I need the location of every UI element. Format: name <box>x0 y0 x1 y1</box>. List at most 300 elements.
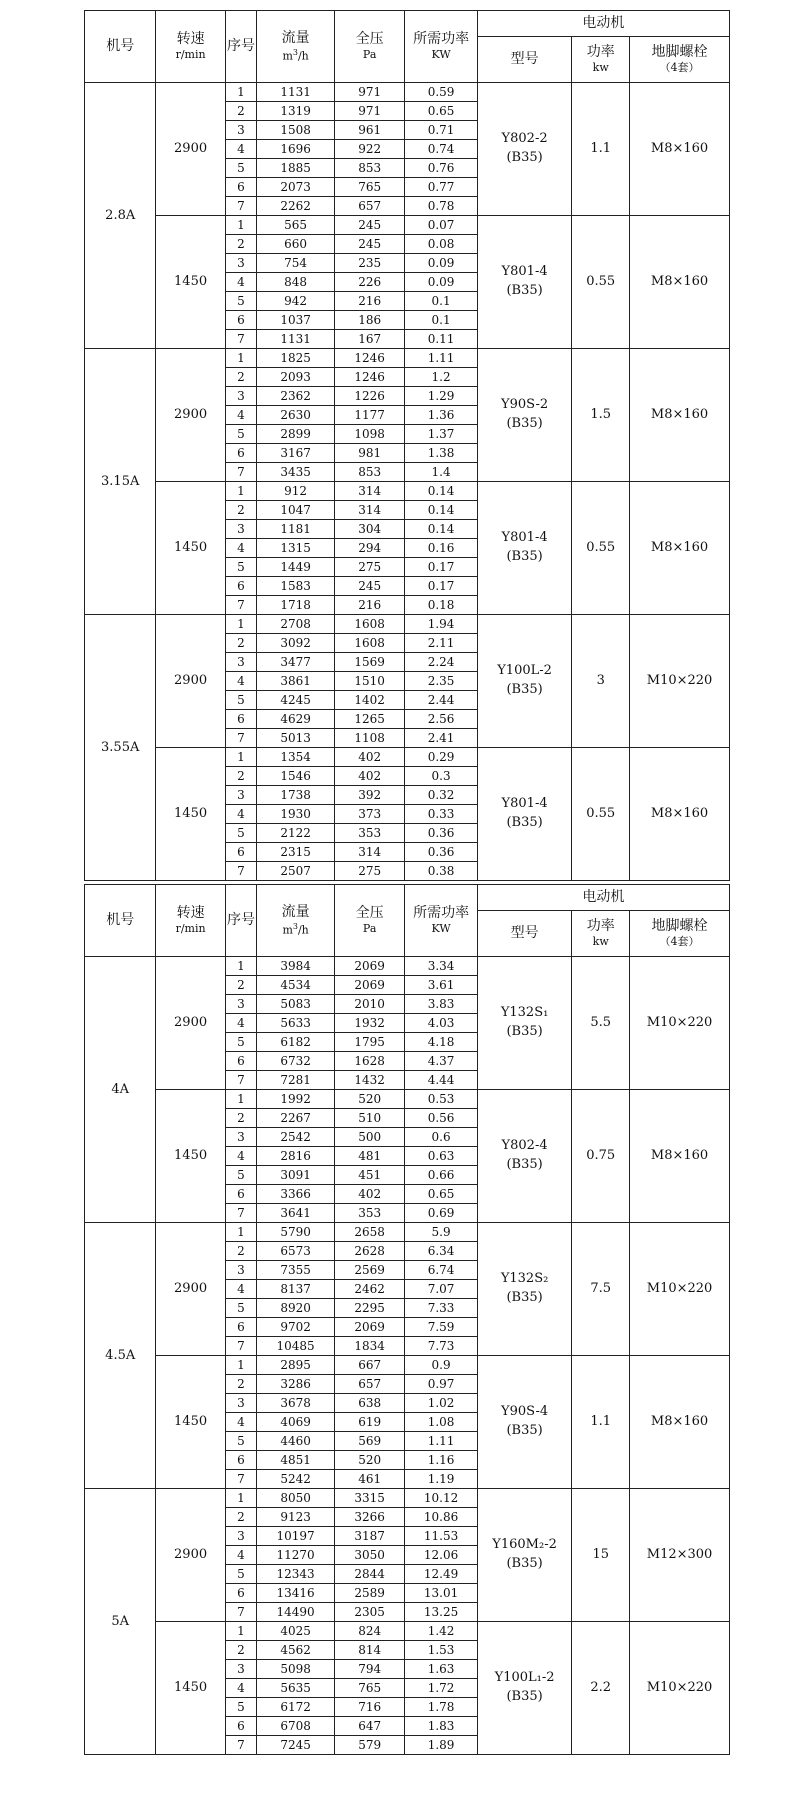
seq-cell: 5 <box>225 159 257 178</box>
pressure-cell: 314 <box>334 843 404 862</box>
power-required-cell: 0.32 <box>405 786 477 805</box>
power-required-cell: 1.42 <box>405 1622 477 1641</box>
pressure-cell: 392 <box>334 786 404 805</box>
power-required-cell: 0.63 <box>405 1147 477 1166</box>
flow-cell: 7355 <box>257 1261 335 1280</box>
table-body <box>85 957 730 1755</box>
flow-cell: 2267 <box>257 1109 335 1128</box>
motor-model-cell <box>477 1489 572 1622</box>
speed-value: 1450 <box>156 1622 225 1755</box>
flow-cell: 10197 <box>257 1527 335 1546</box>
pressure-cell: 402 <box>334 1185 404 1204</box>
flow-cell: 1738 <box>257 786 335 805</box>
seq-cell: 5 <box>225 292 257 311</box>
flow-cell: 3092 <box>257 634 335 653</box>
power-required-cell: 1.38 <box>405 444 477 463</box>
seq-cell: 2 <box>225 767 257 786</box>
table-row <box>85 1489 730 1508</box>
flow-cell: 1037 <box>257 311 335 330</box>
power-required-cell: 3.61 <box>405 976 477 995</box>
motor-model: Y90S-4 <box>500 1404 549 1420</box>
machine-number: 4A <box>85 957 156 1223</box>
motor-power-cell: 0.75 <box>572 1090 630 1223</box>
table-header <box>85 885 730 957</box>
header-motor: 电动机 <box>477 885 729 911</box>
pressure-cell: 1510 <box>334 672 404 691</box>
speed-value: 1450 <box>156 748 225 881</box>
speed-value: 2900 <box>156 349 225 482</box>
flow-cell: 2816 <box>257 1147 335 1166</box>
power-required-cell: 0.3 <box>405 767 477 786</box>
machine-number: 4.5A <box>85 1223 156 1489</box>
seq-cell: 7 <box>225 1470 257 1489</box>
power-required-cell: 4.37 <box>405 1052 477 1071</box>
seq-cell: 6 <box>225 444 257 463</box>
power-required-cell: 10.86 <box>405 1508 477 1527</box>
speed-value: 2900 <box>156 957 225 1090</box>
pressure-cell: 216 <box>334 292 404 311</box>
power-required-cell: 0.14 <box>405 482 477 501</box>
power-required-cell: 3.34 <box>405 957 477 976</box>
pressure-cell: 314 <box>334 482 404 501</box>
flow-cell: 3286 <box>257 1375 335 1394</box>
flow-cell: 1315 <box>257 539 335 558</box>
power-required-cell: 0.11 <box>405 330 477 349</box>
motor-model: Y160M₂-2 <box>492 1537 557 1553</box>
pressure-cell: 481 <box>334 1147 404 1166</box>
pressure-cell: 1246 <box>334 349 404 368</box>
flow-cell: 3984 <box>257 957 335 976</box>
header-anchor-bolts: 地脚螺栓 （4套） <box>630 911 730 957</box>
flow-cell: 2073 <box>257 178 335 197</box>
power-required-cell: 0.16 <box>405 539 477 558</box>
seq-cell: 4 <box>225 1280 257 1299</box>
pressure-cell: 667 <box>334 1356 404 1375</box>
pressure-cell: 1628 <box>334 1052 404 1071</box>
flow-cell: 942 <box>257 292 335 311</box>
flow-cell: 4460 <box>257 1432 335 1451</box>
seq-cell: 4 <box>225 1546 257 1565</box>
motor-mount: (B35) <box>506 1024 543 1039</box>
pressure-cell: 1432 <box>334 1071 404 1090</box>
pressure-cell: 765 <box>334 178 404 197</box>
power-required-cell: 0.09 <box>405 273 477 292</box>
flow-cell: 1825 <box>257 349 335 368</box>
pressure-cell: 824 <box>334 1622 404 1641</box>
motor-power-cell: 1.1 <box>572 1356 630 1489</box>
pressure-cell: 235 <box>334 254 404 273</box>
pressure-cell: 3187 <box>334 1527 404 1546</box>
pressure-cell: 304 <box>334 520 404 539</box>
seq-cell: 3 <box>225 995 257 1014</box>
pressure-cell: 2569 <box>334 1261 404 1280</box>
pressure-cell: 1608 <box>334 615 404 634</box>
seq-cell: 2 <box>225 368 257 387</box>
seq-cell: 5 <box>225 558 257 577</box>
power-required-cell: 4.18 <box>405 1033 477 1052</box>
table-row <box>85 349 730 368</box>
header-pressure: 全压 Pa <box>334 11 404 83</box>
speed-value: 1450 <box>156 1356 225 1489</box>
flow-cell: 1319 <box>257 102 335 121</box>
power-required-cell: 1.94 <box>405 615 477 634</box>
pressure-cell: 2628 <box>334 1242 404 1261</box>
motor-mount: (B35) <box>506 1423 543 1438</box>
seq-cell: 4 <box>225 672 257 691</box>
pressure-cell: 275 <box>334 558 404 577</box>
anchor-bolts-cell: M10×220 <box>630 1223 730 1356</box>
seq-cell: 6 <box>225 178 257 197</box>
motor-model: Y801-4 <box>501 796 548 812</box>
pressure-cell: 2589 <box>334 1584 404 1603</box>
seq-cell: 7 <box>225 862 257 881</box>
seq-cell: 3 <box>225 1261 257 1280</box>
header-machine-no: 机号 <box>85 11 156 83</box>
flow-cell: 3678 <box>257 1394 335 1413</box>
pressure-cell: 353 <box>334 1204 404 1223</box>
table-row <box>85 1223 730 1242</box>
power-required-cell: 0.07 <box>405 216 477 235</box>
seq-cell: 3 <box>225 1128 257 1147</box>
pressure-cell: 1795 <box>334 1033 404 1052</box>
flow-cell: 3091 <box>257 1166 335 1185</box>
seq-cell: 4 <box>225 273 257 292</box>
motor-model: Y802-2 <box>501 131 548 147</box>
flow-cell: 2262 <box>257 197 335 216</box>
header-motor-power: 功率 kw <box>572 37 630 83</box>
seq-cell: 5 <box>225 1166 257 1185</box>
power-required-cell: 1.16 <box>405 1451 477 1470</box>
flow-cell: 1047 <box>257 501 335 520</box>
pressure-cell: 1608 <box>334 634 404 653</box>
table-row <box>85 83 730 102</box>
flow-cell: 2315 <box>257 843 335 862</box>
machine-number: 2.8A <box>85 83 156 349</box>
seq-cell: 3 <box>225 786 257 805</box>
pressure-cell: 765 <box>334 1679 404 1698</box>
seq-cell: 1 <box>225 1356 257 1375</box>
power-required-cell: 0.38 <box>405 862 477 881</box>
power-required-cell: 0.65 <box>405 102 477 121</box>
seq-cell: 6 <box>225 1052 257 1071</box>
seq-cell: 7 <box>225 1071 257 1090</box>
motor-model: Y100L-2 <box>497 663 552 679</box>
power-required-cell: 1.02 <box>405 1394 477 1413</box>
motor-mount: (B35) <box>506 549 543 564</box>
anchor-bolts-cell: M8×160 <box>630 482 730 615</box>
power-required-cell: 1.11 <box>405 1432 477 1451</box>
header-flow: 流量 $m^3/h$ <box>257 885 335 957</box>
power-required-cell: 2.11 <box>405 634 477 653</box>
seq-cell: 6 <box>225 710 257 729</box>
header-motor: 电动机 <box>477 11 729 37</box>
motor-model-cell <box>477 615 572 748</box>
anchor-bolts-cell: M8×160 <box>630 748 730 881</box>
pressure-cell: 981 <box>334 444 404 463</box>
power-required-cell: 1.53 <box>405 1641 477 1660</box>
power-required-cell: 1.08 <box>405 1413 477 1432</box>
flow-cell: 3167 <box>257 444 335 463</box>
anchor-bolts-cell: M8×160 <box>630 83 730 216</box>
header-pressure: 全压 Pa <box>334 885 404 957</box>
pressure-cell: 814 <box>334 1641 404 1660</box>
motor-model: Y801-4 <box>501 530 548 546</box>
flow-cell: 2122 <box>257 824 335 843</box>
pressure-cell: 1402 <box>334 691 404 710</box>
motor-model-cell <box>477 748 572 881</box>
power-required-cell: 0.17 <box>405 558 477 577</box>
power-required-cell: 3.83 <box>405 995 477 1014</box>
power-required-cell: 2.56 <box>405 710 477 729</box>
table-row <box>85 957 730 976</box>
flow-cell: 6708 <box>257 1717 335 1736</box>
flow-cell: 9123 <box>257 1508 335 1527</box>
pressure-cell: 314 <box>334 501 404 520</box>
motor-model-cell <box>477 482 572 615</box>
pressure-cell: 922 <box>334 140 404 159</box>
anchor-bolts-cell: M8×160 <box>630 1090 730 1223</box>
flow-cell: 8050 <box>257 1489 335 1508</box>
motor-model: Y132S₂ <box>500 1271 549 1287</box>
seq-cell: 5 <box>225 1698 257 1717</box>
power-required-cell: 13.01 <box>405 1584 477 1603</box>
flow-cell: 5083 <box>257 995 335 1014</box>
flow-cell: 4534 <box>257 976 335 995</box>
flow-cell: 1508 <box>257 121 335 140</box>
flow-cell: 3641 <box>257 1204 335 1223</box>
performance-table-1 <box>84 10 730 881</box>
motor-model-cell <box>477 349 572 482</box>
flow-cell: 2542 <box>257 1128 335 1147</box>
motor-mount: (B35) <box>506 1290 543 1305</box>
seq-cell: 6 <box>225 1717 257 1736</box>
power-required-cell: 1.11 <box>405 349 477 368</box>
flow-cell: 6732 <box>257 1052 335 1071</box>
seq-cell: 2 <box>225 1641 257 1660</box>
seq-cell: 6 <box>225 1318 257 1337</box>
power-required-cell: 0.9 <box>405 1356 477 1375</box>
flow-cell: 1718 <box>257 596 335 615</box>
pressure-cell: 1108 <box>334 729 404 748</box>
flow-cell: 2362 <box>257 387 335 406</box>
power-required-cell: 7.07 <box>405 1280 477 1299</box>
pressure-cell: 520 <box>334 1451 404 1470</box>
pressure-cell: 569 <box>334 1432 404 1451</box>
motor-model-cell <box>477 957 572 1090</box>
motor-power-cell: 15 <box>572 1489 630 1622</box>
pressure-cell: 1177 <box>334 406 404 425</box>
power-required-cell: 0.74 <box>405 140 477 159</box>
flow-cell: 1354 <box>257 748 335 767</box>
flow-cell: 4025 <box>257 1622 335 1641</box>
seq-cell: 2 <box>225 634 257 653</box>
power-required-cell: 1.78 <box>405 1698 477 1717</box>
motor-model-cell <box>477 1223 572 1356</box>
seq-cell: 5 <box>225 1432 257 1451</box>
flow-cell: 8137 <box>257 1280 335 1299</box>
pressure-cell: 226 <box>334 273 404 292</box>
power-required-cell: 0.33 <box>405 805 477 824</box>
power-required-cell: 0.6 <box>405 1128 477 1147</box>
flow-cell: 1449 <box>257 558 335 577</box>
seq-cell: 7 <box>225 463 257 482</box>
pressure-cell: 971 <box>334 83 404 102</box>
pressure-cell: 971 <box>334 102 404 121</box>
anchor-bolts-cell: M8×160 <box>630 216 730 349</box>
power-required-cell: 7.33 <box>405 1299 477 1318</box>
seq-cell: 4 <box>225 1014 257 1033</box>
flow-cell: 1583 <box>257 577 335 596</box>
flow-cell: 912 <box>257 482 335 501</box>
flow-cell: 1181 <box>257 520 335 539</box>
seq-cell: 2 <box>225 1242 257 1261</box>
seq-cell: 7 <box>225 330 257 349</box>
table-row <box>85 1622 730 1641</box>
seq-cell: 1 <box>225 748 257 767</box>
motor-model-cell <box>477 1356 572 1489</box>
speed-value: 1450 <box>156 216 225 349</box>
pressure-cell: 353 <box>334 824 404 843</box>
pressure-cell: 1932 <box>334 1014 404 1033</box>
flow-cell: 1131 <box>257 330 335 349</box>
seq-cell: 2 <box>225 235 257 254</box>
seq-cell: 2 <box>225 1508 257 1527</box>
speed-value: 1450 <box>156 1090 225 1223</box>
header-power-required: 所需功率 KW <box>405 11 477 83</box>
motor-model-cell <box>477 1622 572 1755</box>
power-required-cell: 6.74 <box>405 1261 477 1280</box>
flow-cell: 12343 <box>257 1565 335 1584</box>
flow-cell: 754 <box>257 254 335 273</box>
power-required-cell: 11.53 <box>405 1527 477 1546</box>
flow-cell: 4851 <box>257 1451 335 1470</box>
motor-model: Y132S₁ <box>500 1005 549 1021</box>
motor-power-cell: 7.5 <box>572 1223 630 1356</box>
table-row <box>85 1090 730 1109</box>
performance-table-2 <box>84 884 730 1755</box>
flow-cell: 6182 <box>257 1033 335 1052</box>
table-row <box>85 482 730 501</box>
flow-cell: 4245 <box>257 691 335 710</box>
pressure-cell: 2658 <box>334 1223 404 1242</box>
power-required-cell: 7.59 <box>405 1318 477 1337</box>
pressure-cell: 186 <box>334 311 404 330</box>
seq-cell: 5 <box>225 1033 257 1052</box>
pressure-cell: 1265 <box>334 710 404 729</box>
flow-cell: 8920 <box>257 1299 335 1318</box>
motor-power-cell: 0.55 <box>572 748 630 881</box>
pressure-cell: 961 <box>334 121 404 140</box>
flow-cell: 3861 <box>257 672 335 691</box>
pressure-cell: 853 <box>334 159 404 178</box>
pressure-cell: 3315 <box>334 1489 404 1508</box>
motor-mount: (B35) <box>506 1689 543 1704</box>
motor-power-cell: 0.55 <box>572 216 630 349</box>
flow-cell: 2895 <box>257 1356 335 1375</box>
power-required-cell: 0.36 <box>405 824 477 843</box>
pressure-cell: 2069 <box>334 1318 404 1337</box>
seq-cell: 4 <box>225 1413 257 1432</box>
speed-value: 1450 <box>156 482 225 615</box>
seq-cell: 3 <box>225 387 257 406</box>
power-required-cell: 1.89 <box>405 1736 477 1755</box>
power-required-cell: 0.08 <box>405 235 477 254</box>
seq-cell: 5 <box>225 691 257 710</box>
pressure-cell: 619 <box>334 1413 404 1432</box>
flow-cell: 2630 <box>257 406 335 425</box>
flow-cell: 3435 <box>257 463 335 482</box>
power-required-cell: 0.29 <box>405 748 477 767</box>
pressure-cell: 245 <box>334 235 404 254</box>
seq-cell: 4 <box>225 406 257 425</box>
table-body <box>85 83 730 881</box>
pressure-cell: 461 <box>334 1470 404 1489</box>
power-required-cell: 1.72 <box>405 1679 477 1698</box>
machine-number: 3.55A <box>85 615 156 881</box>
pressure-cell: 1834 <box>334 1337 404 1356</box>
power-required-cell: 2.41 <box>405 729 477 748</box>
pressure-cell: 216 <box>334 596 404 615</box>
flow-cell: 1885 <box>257 159 335 178</box>
seq-cell: 3 <box>225 1394 257 1413</box>
flow-cell: 5790 <box>257 1223 335 1242</box>
flow-cell: 1131 <box>257 83 335 102</box>
seq-cell: 4 <box>225 805 257 824</box>
table-header <box>85 11 730 83</box>
seq-cell: 1 <box>225 1622 257 1641</box>
seq-cell: 5 <box>225 425 257 444</box>
power-required-cell: 0.56 <box>405 1109 477 1128</box>
motor-mount: (B35) <box>506 416 543 431</box>
pressure-cell: 1226 <box>334 387 404 406</box>
motor-power-cell: 1.1 <box>572 83 630 216</box>
flow-cell: 7281 <box>257 1071 335 1090</box>
speed-value: 2900 <box>156 1489 225 1622</box>
seq-cell: 1 <box>225 615 257 634</box>
pressure-cell: 520 <box>334 1090 404 1109</box>
flow-cell: 14490 <box>257 1603 335 1622</box>
seq-cell: 6 <box>225 1451 257 1470</box>
flow-cell: 13416 <box>257 1584 335 1603</box>
flow-cell: 5098 <box>257 1660 335 1679</box>
seq-cell: 6 <box>225 843 257 862</box>
anchor-bolts-cell: M10×220 <box>630 1622 730 1755</box>
pressure-cell: 647 <box>334 1717 404 1736</box>
flow-cell: 5635 <box>257 1679 335 1698</box>
flow-cell: 10485 <box>257 1337 335 1356</box>
flow-cell: 11270 <box>257 1546 335 1565</box>
header-motor-model: 型号 <box>477 37 572 83</box>
power-required-cell: 1.36 <box>405 406 477 425</box>
flow-cell: 660 <box>257 235 335 254</box>
table-row <box>85 748 730 767</box>
seq-cell: 1 <box>225 482 257 501</box>
motor-mount: (B35) <box>506 682 543 697</box>
power-required-cell: 2.44 <box>405 691 477 710</box>
seq-cell: 7 <box>225 1603 257 1622</box>
pressure-cell: 3050 <box>334 1546 404 1565</box>
power-required-cell: 0.97 <box>405 1375 477 1394</box>
flow-cell: 848 <box>257 273 335 292</box>
power-required-cell: 0.78 <box>405 197 477 216</box>
power-required-cell: 0.09 <box>405 254 477 273</box>
header-motor-model: 型号 <box>477 911 572 957</box>
header-speed: 转速 r/min <box>156 885 225 957</box>
power-required-cell: 0.69 <box>405 1204 477 1223</box>
pressure-cell: 2069 <box>334 976 404 995</box>
seq-cell: 6 <box>225 1584 257 1603</box>
pressure-cell: 2295 <box>334 1299 404 1318</box>
